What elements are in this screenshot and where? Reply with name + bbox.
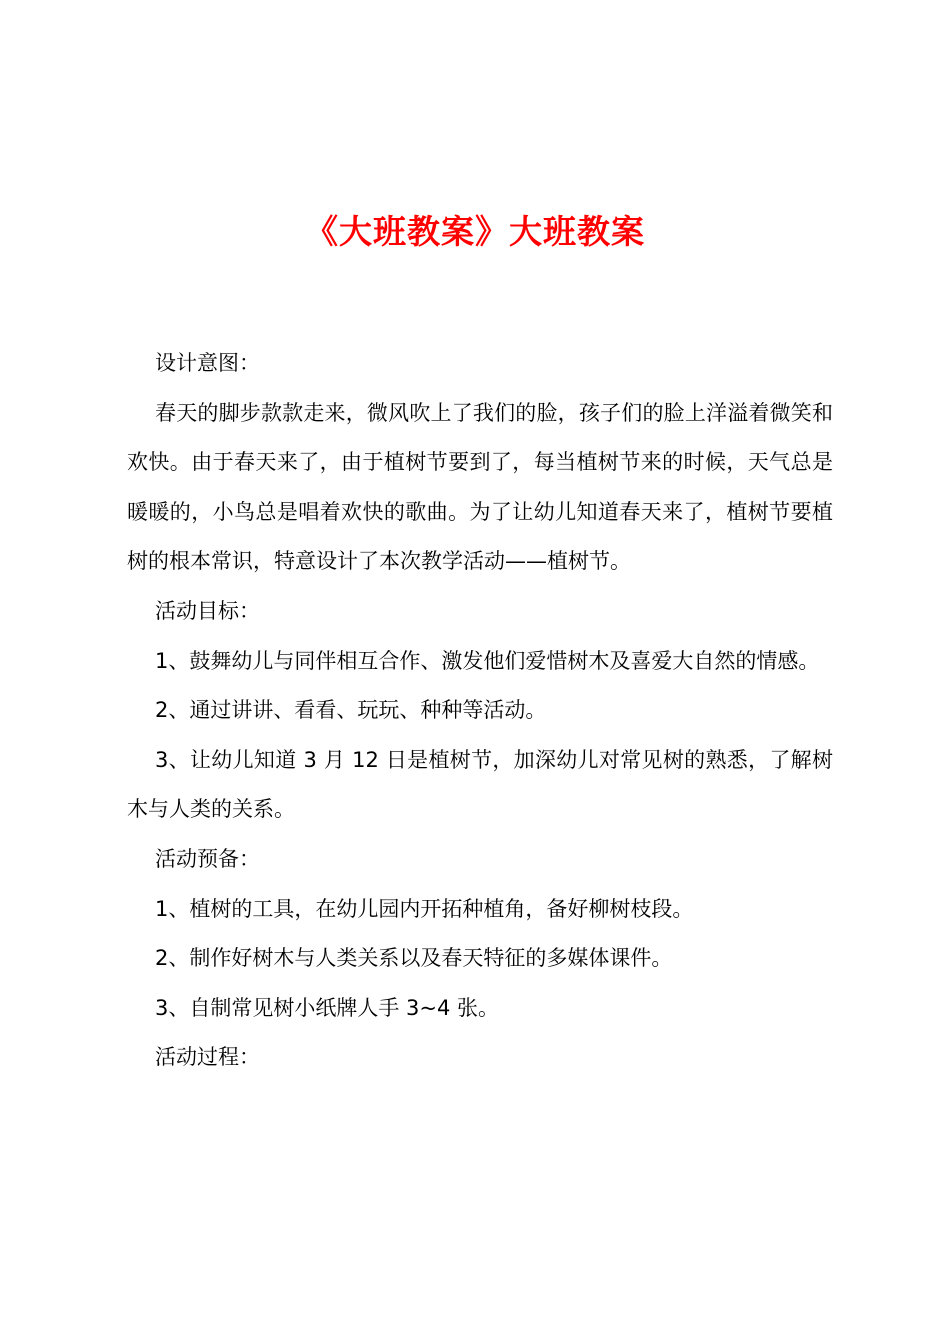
section-heading-activity-preparation: 活动预备：	[155, 846, 260, 871]
list-item-goal-1: 1、鼓舞幼儿与同伴相互合作、激发他们爱惜树木及喜爱大自然的情感。	[155, 648, 820, 673]
document-body	[127, 339, 833, 1083]
document-title: 《大班教案》大班教案	[305, 212, 645, 251]
list-item-preparation-3: 3、自制常见树小纸牌人手 3~4 张。	[155, 995, 500, 1020]
list-item-goal-3: 3、让幼儿知道 3 月 12 日是植树节，加深幼儿对常见树的熟悉，了解树木与人类的关系。	[127, 747, 833, 822]
section-heading-design-intent: 设计意图：	[155, 351, 260, 375]
list-item-preparation-2: 2、制作好树木与人类关系以及春天特征的多媒体课件。	[155, 946, 673, 971]
list-item-preparation-1: 1、植树的工具，在幼儿园内开拓种植角，备好柳树枝段。	[155, 896, 694, 921]
section-heading-activity-process: 活动过程：	[155, 1045, 260, 1070]
paragraph-design-intent: 春天的脚步款款走来，微风吹上了我们的脸，孩子们的脸上洋溢着微笑和欢快。由于春天来了，由于植树节要到了，每当植树节来的时候，天气总是暖暖的，小鸟总是唱着欢快的歌曲。为了让幼儿知道春天来了，植树节要植树的根本常识，特意设计了本次教学活动——植树节。	[127, 400, 833, 574]
list-item-goal-2: 2、通过讲讲、看看、玩玩、种种等活动。	[155, 698, 547, 723]
section-heading-activity-goals: 活动目标：	[155, 598, 260, 623]
